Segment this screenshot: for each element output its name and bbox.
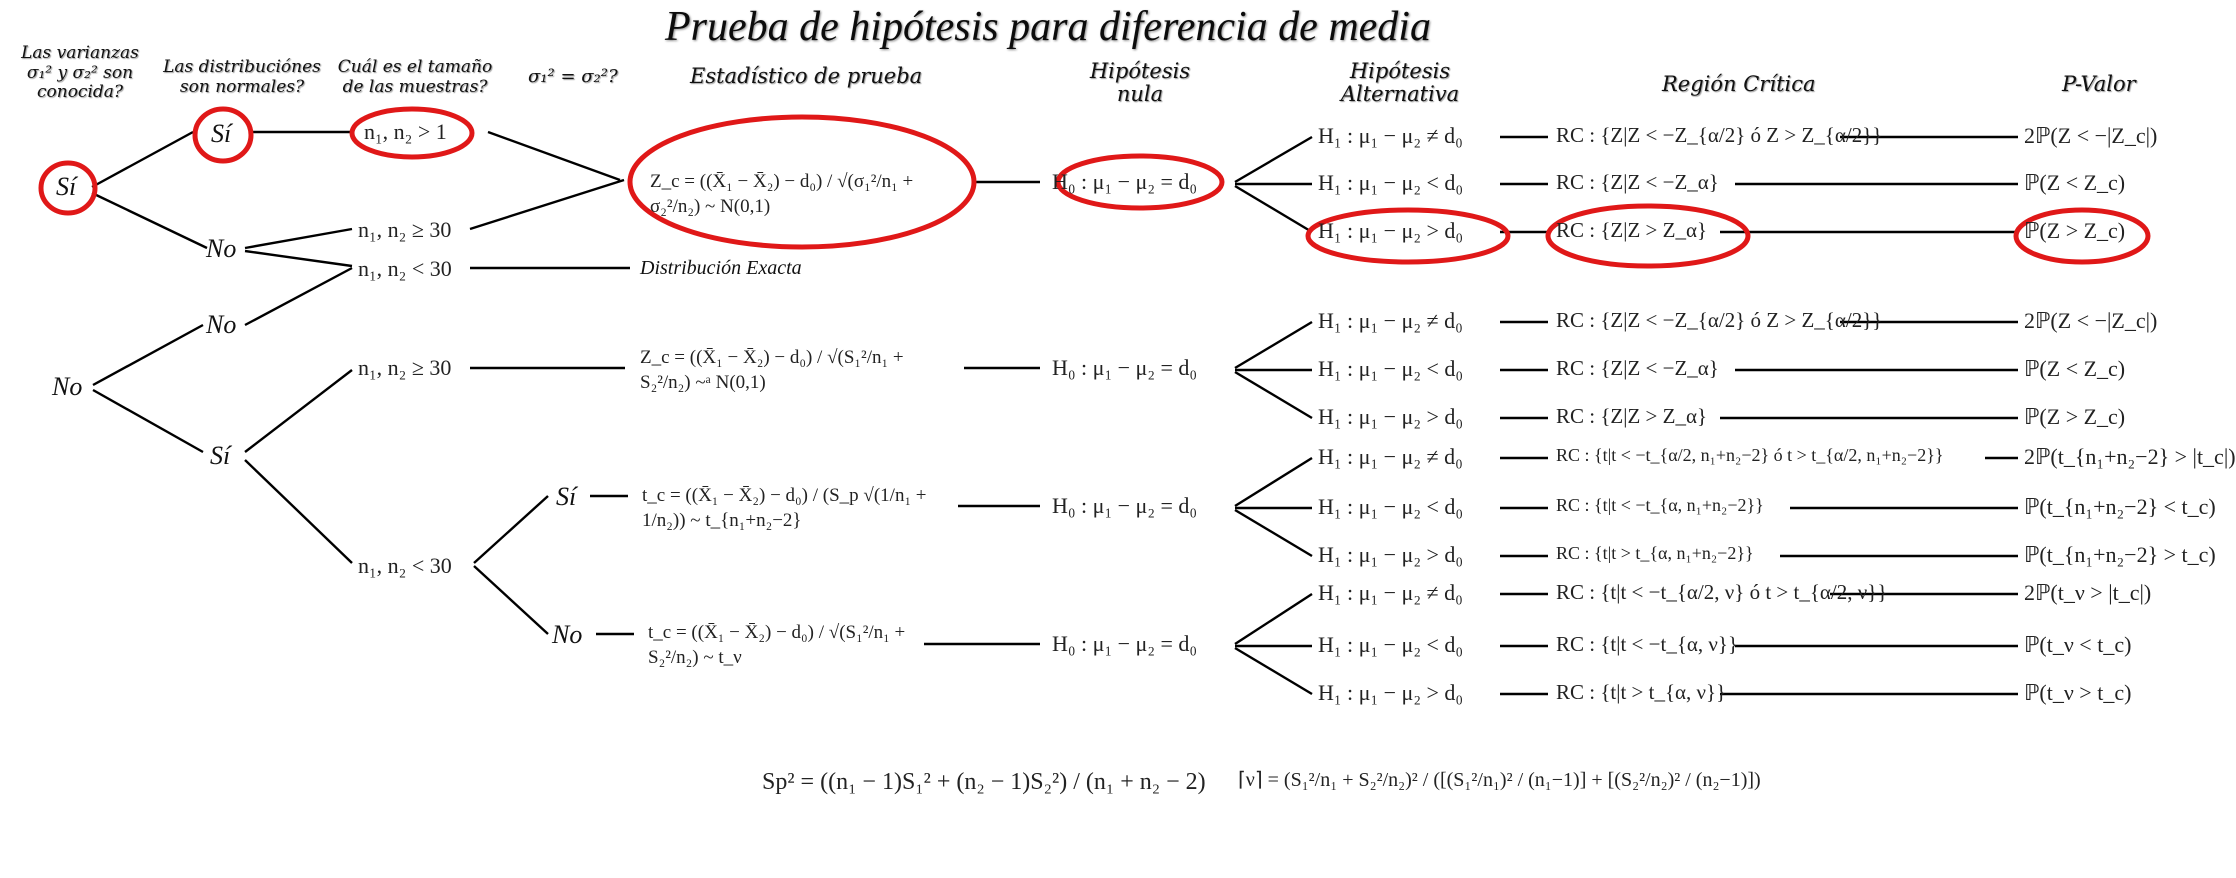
edge bbox=[1235, 510, 1312, 556]
alt-hypothesis: H₁ : μ₁ − μ₂ < d₀ bbox=[1318, 494, 1464, 519]
critical-region: RC : {t|t < −t_{α/2, n₁+n₂−2} ó t > t_{α/2, n₁+n₂−2}} bbox=[1556, 445, 1944, 465]
node-no-normal: No bbox=[206, 234, 237, 263]
stat-z-known: Z_c = ((X̄₁ − X̄₂) − d₀) / √(σ₁²/n₁ + σ₂²/n₂) ~ N(0,1) bbox=[650, 171, 914, 217]
h0-known: H₀ : μ₁ − μ₂ = d₀ bbox=[1052, 169, 1198, 194]
alt-hypothesis: H₁ : μ₁ − μ₂ ≠ d₀ bbox=[1318, 308, 1463, 333]
page-title: Prueba de hipótesis para diferencia de media bbox=[665, 4, 1431, 50]
header-iguales: σ₁² = σ₂²? bbox=[528, 66, 618, 87]
alt-hypothesis: H₁ : μ₁ − μ₂ < d₀ bbox=[1318, 356, 1464, 381]
critical-region: RC : {t|t > t_{α, ν}} bbox=[1556, 680, 1727, 704]
header-tamano: Cuál es el tamaño de las muestras? bbox=[337, 57, 493, 97]
size-lt30-b: n₁, n₂ < 30 bbox=[358, 553, 452, 578]
alt-hypothesis: H₁ : μ₁ − μ₂ < d₀ bbox=[1318, 170, 1464, 195]
header-estadistico: Estadístico de prueba bbox=[690, 64, 923, 88]
node-si-normal: Sí bbox=[211, 119, 232, 148]
critical-region: RC : {t|t < −t_{α, ν}} bbox=[1556, 632, 1739, 656]
stat-t-pooled: t_c = ((X̄₁ − X̄₂) − d₀) / (S_p √(1/n₁ + 1/n₂)) ~ t_{n₁+n₂−2} bbox=[642, 485, 927, 531]
critical-region: RC : {Z|Z < −Z_α} bbox=[1556, 356, 1719, 380]
critical-region: RC : {t|t < −t_{α/2, ν} ó t > t_{α/2, ν}} bbox=[1556, 580, 1888, 604]
p-value: ℙ(t_{n₁+n₂−2} < t_c) bbox=[2024, 494, 2216, 519]
h0-large: H₀ : μ₁ − μ₂ = d₀ bbox=[1052, 355, 1198, 380]
p-value: 2ℙ(t_{n₁+n₂−2} > |t_c|) bbox=[2024, 444, 2236, 469]
node-no-normal-2: No bbox=[206, 310, 237, 339]
stat-t-welch: t_c = ((X̄₁ − X̄₂) − d₀) / √(S₁²/n₁ + S₂²/n₂) ~ t_ν bbox=[648, 622, 906, 668]
p-value: ℙ(t_ν > t_c) bbox=[2024, 680, 2132, 705]
critical-region: RC : {Z|Z < −Z_α} bbox=[1556, 170, 1719, 194]
header-alternativa: Hipótesis Alternativa bbox=[1340, 59, 1460, 107]
p-value: ℙ(Z < Z_c) bbox=[2024, 170, 2126, 195]
node-no-root: No bbox=[52, 372, 83, 401]
size-ge30: n₁, n₂ ≥ 30 bbox=[358, 217, 452, 242]
header-pvalor: P-Valor bbox=[2062, 72, 2136, 96]
h0-welch: H₀ : μ₁ − μ₂ = d₀ bbox=[1052, 631, 1198, 656]
edge bbox=[1235, 137, 1312, 182]
size-ge30-b: n₁, n₂ ≥ 30 bbox=[358, 355, 452, 380]
edge bbox=[470, 180, 624, 229]
node-si-equal: Sí bbox=[556, 482, 577, 511]
size-gt1: n₁, n₂ > 1 bbox=[364, 119, 447, 144]
alt-hypothesis: H₁ : μ₁ − μ₂ > d₀ bbox=[1318, 680, 1464, 705]
header-varianzas: Las varianzas σ₁² y σ₂² son conocida? bbox=[21, 43, 139, 103]
critical-region: RC : {Z|Z < −Z_{α/2} ó Z > Z_{α/2}} bbox=[1556, 308, 1883, 332]
critical-region: RC : {Z|Z > Z_α} bbox=[1556, 218, 1708, 242]
edge bbox=[245, 370, 352, 452]
header-nula: Hipótesis nula bbox=[1089, 59, 1191, 107]
exact-distribution: Distribución Exacta bbox=[640, 257, 802, 279]
edge bbox=[92, 193, 207, 248]
edge bbox=[488, 132, 620, 180]
critical-region: RC : {Z|Z < −Z_{α/2} ó Z > Z_{α/2}} bbox=[1556, 123, 1883, 147]
edge bbox=[245, 460, 352, 563]
p-value: ℙ(Z > Z_c) bbox=[2024, 404, 2126, 429]
node-si-normal-2: Sí bbox=[210, 441, 231, 470]
alt-hypothesis: H₁ : μ₁ − μ₂ < d₀ bbox=[1318, 632, 1464, 657]
edge bbox=[92, 132, 193, 187]
edge bbox=[245, 251, 352, 266]
p-value: ℙ(Z < Z_c) bbox=[2024, 356, 2126, 381]
rc-pv-connectors bbox=[1720, 137, 2018, 694]
edge bbox=[1235, 458, 1312, 506]
node-no-equal: No bbox=[552, 620, 583, 649]
alt-hypothesis: H₁ : μ₁ − μ₂ ≠ d₀ bbox=[1318, 123, 1463, 148]
header-normales: Las distribuciónes son normales? bbox=[163, 57, 321, 97]
alt-hypothesis: H₁ : μ₁ − μ₂ > d₀ bbox=[1318, 542, 1464, 567]
critical-region: RC : {t|t < −t_{α, n₁+n₂−2}} bbox=[1556, 495, 1764, 515]
edge bbox=[1235, 372, 1312, 418]
alt-hypothesis: H₁ : μ₁ − μ₂ > d₀ bbox=[1318, 218, 1464, 243]
p-value: 2ℙ(Z < −|Z_c|) bbox=[2024, 123, 2158, 148]
edge bbox=[245, 229, 352, 248]
edge bbox=[245, 268, 352, 325]
p-value: ℙ(t_ν < t_c) bbox=[2024, 632, 2132, 657]
edge bbox=[474, 496, 548, 563]
edge bbox=[1235, 322, 1312, 368]
edge bbox=[1235, 648, 1312, 694]
p-value: ℙ(Z > Z_c) bbox=[2024, 218, 2126, 243]
alt-hypothesis: H₁ : μ₁ − μ₂ > d₀ bbox=[1318, 404, 1464, 429]
h0-pooled: H₀ : μ₁ − μ₂ = d₀ bbox=[1052, 493, 1198, 518]
p-value: 2ℙ(Z < −|Z_c|) bbox=[2024, 308, 2158, 333]
alt-hypothesis: H₁ : μ₁ − μ₂ ≠ d₀ bbox=[1318, 444, 1463, 469]
critical-region: RC : {Z|Z > Z_α} bbox=[1556, 404, 1708, 428]
edge bbox=[1235, 186, 1312, 232]
critical-region: RC : {t|t > t_{α, n₁+n₂−2}} bbox=[1556, 543, 1754, 563]
p-value: ℙ(t_{n₁+n₂−2} > t_c) bbox=[2024, 542, 2216, 567]
edge bbox=[93, 325, 203, 385]
edge bbox=[474, 566, 548, 634]
node-si-root: Sí bbox=[56, 172, 77, 201]
formula-nu: ⌈ν⌉ = (S₁²/n₁ + S₂²/n₂)² / ([(S₁²/n₁)² / (n₁−1)] + [(S₂²/n₂)² / (n₂−1)]) bbox=[1238, 769, 1761, 791]
size-lt30: n₁, n₂ < 30 bbox=[358, 256, 452, 281]
p-value: 2ℙ(t_ν > |t_c|) bbox=[2024, 580, 2152, 605]
formula-sp2: Sp² = ((n₁ − 1)S₁² + (n₂ − 1)S₂²) / (n₁ + n₂ − 2) bbox=[762, 769, 1206, 795]
stat-z-large: Z_c = ((X̄₁ − X̄₂) − d₀) / √(S₁²/n₁ + S₂²/n₂) ~ᵃ N(0,1) bbox=[640, 347, 904, 393]
header-region: Región Crítica bbox=[1662, 72, 1816, 96]
edge bbox=[93, 390, 203, 452]
alt-hypothesis: H₁ : μ₁ − μ₂ ≠ d₀ bbox=[1318, 580, 1463, 605]
alt-rc-connectors bbox=[1500, 137, 1548, 694]
edge bbox=[1235, 594, 1312, 644]
